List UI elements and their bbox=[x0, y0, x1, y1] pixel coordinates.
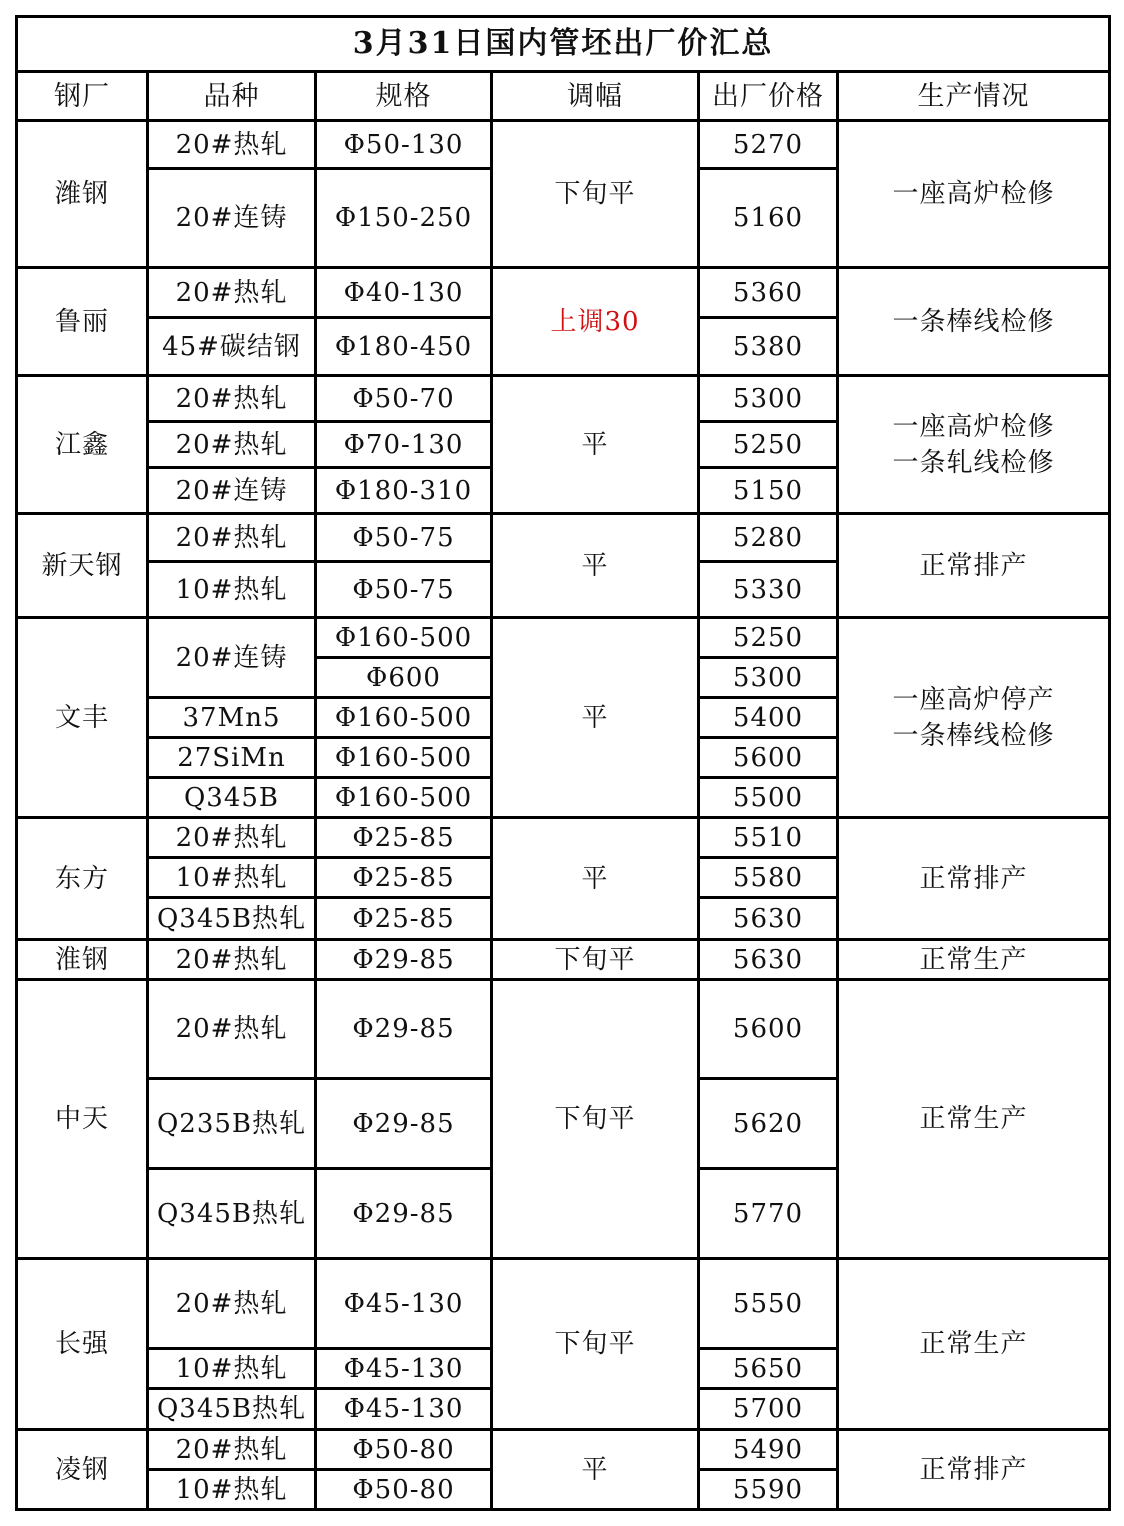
table-row bbox=[17, 818, 1110, 858]
table-title: 3月31日国内管坯出厂价汇总 bbox=[17, 17, 1110, 72]
price-summary-table bbox=[15, 15, 1111, 1511]
adjust-cell: 平 bbox=[492, 818, 699, 940]
price-cell: 5250 bbox=[699, 422, 838, 468]
adjust-cell: 平 bbox=[492, 376, 699, 514]
header-spec: 规格 bbox=[316, 72, 492, 121]
adjust-cell: 平 bbox=[492, 1430, 699, 1510]
status-cell: 正常排产 bbox=[838, 1430, 1110, 1510]
status-cell: 正常生产 bbox=[838, 1259, 1110, 1430]
grade-cell: Q345B热轧 bbox=[148, 1169, 316, 1259]
grade-cell: 20#热轧 bbox=[148, 940, 316, 980]
price-cell: 5270 bbox=[699, 121, 838, 169]
price-cell: 5630 bbox=[699, 898, 838, 940]
spec-cell: Φ160-500 bbox=[316, 618, 492, 658]
price-cell: 5600 bbox=[699, 738, 838, 778]
price-cell: 5620 bbox=[699, 1079, 838, 1169]
price-cell: 5300 bbox=[699, 376, 838, 422]
spec-cell: Φ600 bbox=[316, 658, 492, 698]
table-row bbox=[17, 1259, 1110, 1349]
price-cell: 5770 bbox=[699, 1169, 838, 1259]
grade-cell: Q345B热轧 bbox=[148, 898, 316, 940]
mill-name: 东方 bbox=[17, 818, 148, 940]
status-line-1: 一座高炉停产 bbox=[892, 684, 1055, 715]
grade-cell: 20#连铸 bbox=[148, 468, 316, 514]
table-row bbox=[17, 514, 1110, 562]
price-cell: 5700 bbox=[699, 1389, 838, 1430]
price-cell: 5300 bbox=[699, 658, 838, 698]
table-row bbox=[17, 376, 1110, 422]
adjust-cell: 平 bbox=[492, 514, 699, 618]
price-cell: 5650 bbox=[699, 1349, 838, 1389]
table-row bbox=[17, 121, 1110, 169]
spec-cell: Φ25-85 bbox=[316, 818, 492, 858]
spec-cell: Φ50-130 bbox=[316, 121, 492, 169]
spec-cell: Φ50-80 bbox=[316, 1430, 492, 1470]
spec-cell: Φ70-130 bbox=[316, 422, 492, 468]
status-cell: 正常排产 bbox=[838, 514, 1110, 618]
status-cell: 正常排产 bbox=[838, 818, 1110, 940]
spec-cell: Φ160-500 bbox=[316, 778, 492, 818]
grade-cell: Q345B热轧 bbox=[148, 1389, 316, 1430]
grade-cell: 37Mn5 bbox=[148, 698, 316, 738]
spec-cell: Φ29-85 bbox=[316, 940, 492, 980]
grade-cell: 10#热轧 bbox=[148, 562, 316, 618]
status-cell: 正常生产 bbox=[838, 940, 1110, 980]
grade-cell: 20#热轧 bbox=[148, 268, 316, 318]
status-cell bbox=[838, 618, 1110, 818]
spec-cell: Φ40-130 bbox=[316, 268, 492, 318]
spec-cell: Φ50-75 bbox=[316, 562, 492, 618]
spec-cell: Φ29-85 bbox=[316, 980, 492, 1079]
spec-cell: Φ50-70 bbox=[316, 376, 492, 422]
grade-cell: 10#热轧 bbox=[148, 858, 316, 898]
table-row bbox=[17, 268, 1110, 318]
spec-cell: Φ29-85 bbox=[316, 1169, 492, 1259]
mill-name: 鲁丽 bbox=[17, 268, 148, 376]
grade-cell: 20#热轧 bbox=[148, 980, 316, 1079]
mill-name: 长强 bbox=[17, 1259, 148, 1430]
price-cell: 5280 bbox=[699, 514, 838, 562]
grade-cell: 20#热轧 bbox=[148, 422, 316, 468]
spec-cell: Φ45-130 bbox=[316, 1349, 492, 1389]
grade-cell: 20#连铸 bbox=[148, 169, 316, 268]
status-cell: 正常生产 bbox=[838, 980, 1110, 1259]
spec-cell: Φ25-85 bbox=[316, 858, 492, 898]
price-cell: 5490 bbox=[699, 1430, 838, 1470]
spec-cell: Φ180-450 bbox=[316, 318, 492, 376]
table-row bbox=[17, 618, 1110, 658]
price-cell: 5160 bbox=[699, 169, 838, 268]
status-cell: 一条棒线检修 bbox=[838, 268, 1110, 376]
status-cell bbox=[838, 376, 1110, 514]
price-cell: 5500 bbox=[699, 778, 838, 818]
spec-cell: Φ160-500 bbox=[316, 698, 492, 738]
header-status: 生产情况 bbox=[838, 72, 1110, 121]
spec-cell: Φ25-85 bbox=[316, 898, 492, 940]
price-cell: 5380 bbox=[699, 318, 838, 376]
grade-cell: 20#热轧 bbox=[148, 514, 316, 562]
status-line-2: 一条棒线检修 bbox=[892, 720, 1055, 751]
mill-name: 凌钢 bbox=[17, 1430, 148, 1510]
header-price: 出厂价格 bbox=[699, 72, 838, 121]
adjust-cell: 上调30 bbox=[492, 268, 699, 376]
price-cell: 5630 bbox=[699, 940, 838, 980]
status-line-2: 一条轧线检修 bbox=[892, 447, 1055, 478]
grade-cell: 10#热轧 bbox=[148, 1349, 316, 1389]
spec-cell: Φ45-130 bbox=[316, 1259, 492, 1349]
grade-cell: 10#热轧 bbox=[148, 1470, 316, 1510]
price-cell: 5360 bbox=[699, 268, 838, 318]
spec-cell: Φ50-80 bbox=[316, 1470, 492, 1510]
grade-cell: Q235B热轧 bbox=[148, 1079, 316, 1169]
spec-cell: Φ150-250 bbox=[316, 169, 492, 268]
mill-name: 新天钢 bbox=[17, 514, 148, 618]
spec-cell: Φ180-310 bbox=[316, 468, 492, 514]
spec-cell: Φ160-500 bbox=[316, 738, 492, 778]
adjust-cell: 下旬平 bbox=[492, 980, 699, 1259]
mill-name: 中天 bbox=[17, 980, 148, 1259]
mill-name: 文丰 bbox=[17, 618, 148, 818]
grade-cell: 20#热轧 bbox=[148, 1259, 316, 1349]
table-row bbox=[17, 1430, 1110, 1470]
price-cell: 5510 bbox=[699, 818, 838, 858]
price-cell: 5400 bbox=[699, 698, 838, 738]
grade-cell: 20#热轧 bbox=[148, 818, 316, 858]
grade-cell: 20#热轧 bbox=[148, 121, 316, 169]
adjust-cell: 下旬平 bbox=[492, 121, 699, 268]
grade-cell: 20#连铸 bbox=[148, 618, 316, 698]
price-cell: 5550 bbox=[699, 1259, 838, 1349]
spec-cell: Φ29-85 bbox=[316, 1079, 492, 1169]
mill-name: 江鑫 bbox=[17, 376, 148, 514]
grade-cell: 27SiMn bbox=[148, 738, 316, 778]
header-mill: 钢厂 bbox=[17, 72, 148, 121]
table-row bbox=[17, 980, 1110, 1079]
mill-name: 潍钢 bbox=[17, 121, 148, 268]
adjust-cell: 平 bbox=[492, 618, 699, 818]
price-cell: 5330 bbox=[699, 562, 838, 618]
header-row bbox=[17, 72, 1110, 121]
price-cell: 5250 bbox=[699, 618, 838, 658]
table-row bbox=[17, 940, 1110, 980]
grade-cell: 20#热轧 bbox=[148, 1430, 316, 1470]
adjust-cell: 下旬平 bbox=[492, 1259, 699, 1430]
grade-cell: 45#碳结钢 bbox=[148, 318, 316, 376]
header-adjust: 调幅 bbox=[492, 72, 699, 121]
mill-name: 淮钢 bbox=[17, 940, 148, 980]
grade-cell: 20#热轧 bbox=[148, 376, 316, 422]
price-cell: 5600 bbox=[699, 980, 838, 1079]
adjust-cell: 下旬平 bbox=[492, 940, 699, 980]
price-cell: 5590 bbox=[699, 1470, 838, 1510]
price-cell: 5150 bbox=[699, 468, 838, 514]
header-grade: 品种 bbox=[148, 72, 316, 121]
spec-cell: Φ45-130 bbox=[316, 1389, 492, 1430]
status-line-1: 一座高炉检修 bbox=[892, 411, 1055, 442]
spec-cell: Φ50-75 bbox=[316, 514, 492, 562]
grade-cell: Q345B bbox=[148, 778, 316, 818]
price-cell: 5580 bbox=[699, 858, 838, 898]
status-cell: 一座高炉检修 bbox=[838, 121, 1110, 268]
